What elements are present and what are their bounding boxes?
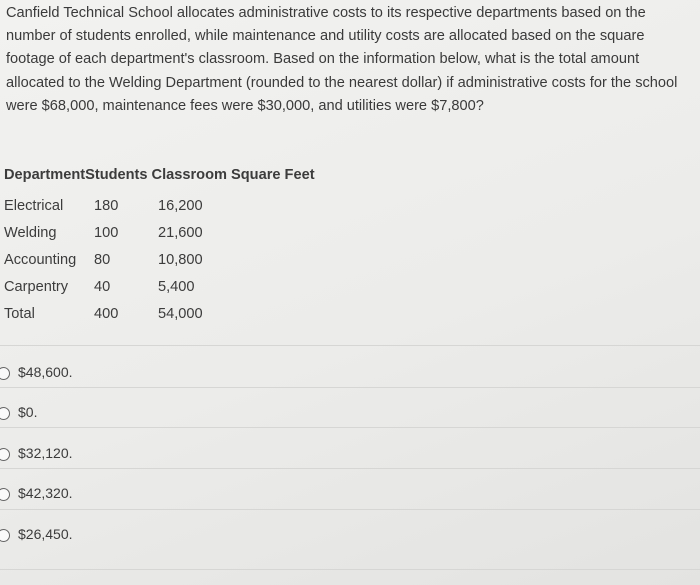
divider <box>0 387 700 388</box>
cell-sqft: 54,000 <box>158 306 203 322</box>
radio-button[interactable] <box>0 488 10 501</box>
divider <box>0 569 700 570</box>
cell-department: Electrical <box>4 198 64 214</box>
cell-students: 180 <box>94 198 119 214</box>
option-label: $48,600. <box>18 364 73 380</box>
option-label: $26,450. <box>18 526 73 542</box>
option-label: $0. <box>18 404 38 420</box>
header-department: Department <box>4 167 86 183</box>
cell-sqft: 16,200 <box>158 198 203 214</box>
answer-option[interactable] <box>0 476 700 516</box>
header-students: Students <box>85 167 148 183</box>
question-text: Canfield Technical School allocates administrative costs to its respective departments based on the number of students enrolled, while maintenance and utility costs are allocated based on the square footage of each department's classroom. Based on the information below, what is the total amount allocated to the Welding Department (rounded to the nearest dollar) if administrative costs for the school were $68,000, maintenance fees were $30,000, and utilities were $7,800? <box>6 5 678 114</box>
divider <box>0 345 700 346</box>
cell-sqft: 10,800 <box>158 252 203 268</box>
radio-button[interactable] <box>0 448 10 461</box>
divider <box>0 468 700 469</box>
radio-button[interactable] <box>0 367 10 380</box>
header-sqft: Classroom Square Feet <box>151 167 315 183</box>
cell-students: 40 <box>94 279 111 295</box>
cell-students: 80 <box>94 252 111 268</box>
cell-department: Accounting <box>4 252 77 268</box>
answer-option[interactable] <box>0 395 700 435</box>
option-label: $32,120. <box>18 445 73 461</box>
answer-option[interactable] <box>0 517 700 557</box>
divider <box>0 427 700 428</box>
cell-department: Carpentry <box>4 279 69 295</box>
cell-sqft: 5,400 <box>158 279 195 295</box>
cell-students: 400 <box>94 306 119 322</box>
option-label: $42,320. <box>18 485 73 501</box>
cell-department: Total <box>4 306 35 322</box>
radio-button[interactable] <box>0 407 10 420</box>
table-header <box>4 167 315 183</box>
answer-option[interactable] <box>0 436 700 476</box>
cell-sqft: 21,600 <box>158 225 203 241</box>
answer-option[interactable] <box>0 355 700 395</box>
cell-students: 100 <box>94 225 119 241</box>
cell-department: Welding <box>4 225 57 241</box>
divider <box>0 509 700 510</box>
radio-button[interactable] <box>0 529 10 542</box>
